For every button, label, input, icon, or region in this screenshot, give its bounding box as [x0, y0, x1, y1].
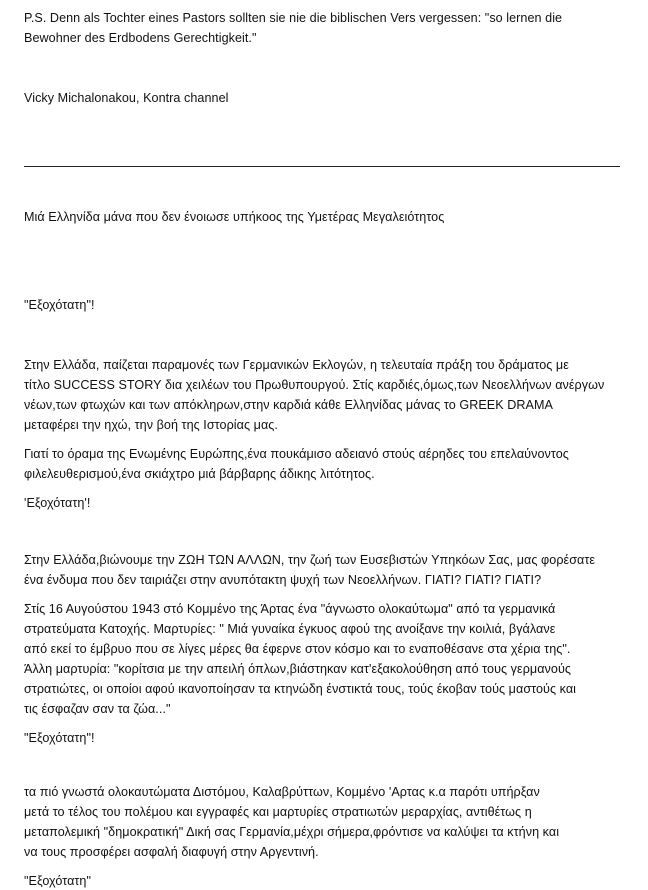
salutation: "Εξοχότατη"!	[24, 731, 95, 745]
salutation: "Εξοχότατη"	[24, 874, 92, 888]
paragraph-line: μεταφέρει την ηχώ, την βοή της Ιστορίας μας.	[24, 418, 278, 432]
paragraph-line: από εκεί το έμβρυο που σε λίγες μέρες θα έφερνε στον κόσμο και το εναποθέσανε στα χέρια της".	[24, 642, 571, 656]
postscript-line: Bewohner des Erdbodens Gerechtigkeit."	[24, 31, 257, 45]
paragraph-line: στρατιώτες, οι οποίοι αφού ικανοποίησαν τα κτηνώδη ένστικτά τους, τούς έκοβαν τούς μαστούς και	[24, 682, 577, 696]
paragraph-line: φιλελευθερισμού,ένα σκιάχτρο μιά βάρβαρης άδικης λιτότητος.	[24, 467, 375, 481]
postscript-line: P.S. Denn als Tochter eines Pastors sollten sie nie die biblischen Vers vergessen: "so lernen die	[24, 11, 563, 25]
paragraph-line: ένα ένδυμα που δεν ταιριάζει στην ανυπότακτη ψυχή των Νεοελλήνων. ΓΙΑΤΙ? ΓΙΑΤΙ? ΓΙΑΤΙ?	[24, 573, 542, 587]
paragraph-line: να τους προσφέρει ασφαλή διαφυγή στην Αργεντινή.	[24, 845, 319, 859]
salutation: "Εξοχότατη"!	[24, 298, 95, 312]
paragraph-line: στρατεύματα Κατοχής. Μαρτυρίες: " Μιά γυναίκα έγκυος αφού της ανοίξανε την κοιλιά, βγάλανε	[24, 622, 556, 636]
salutation: 'Εξοχότατη'!	[24, 496, 91, 510]
paragraph-line: νέων,των φτωχών και των απόκληρων,στην καρδιά κάθε Ελληνίδας μάνας το GREEK DRAMA	[24, 398, 553, 412]
paragraph-line: τις έσφαζαν σαν τα ζώα..."	[24, 702, 171, 716]
paragraph-line: Στίς 16 Αυγούστου 1943 στό Κομμένο της Άρτας ένα "άγνωστο ολοκαύτωμα" από τα γερμανικά	[24, 602, 556, 616]
paragraph-line: Γιατί το όραμα της Ενωμένης Ευρώπης,ένα πουκάμισο αδειανό στούς αέρηδες του επελαύνοντος	[24, 447, 569, 461]
paragraph-line: Στην Ελλάδα,βιώνουμε την ΖΩΗ ΤΩΝ ΑΛΛΩΝ, την ζωή των Ευσεβιστών Υπηκόων Σας, μας φορέσατε	[24, 553, 596, 567]
article-title: Μιά Ελληνίδα μάνα που δεν ένοιωσε υπήκοος της Υμετέρας Μεγαλειότητος	[24, 210, 445, 224]
paragraph-line: τίτλο SUCCESS STORY δια χειλέων του Πρωθυπουργού. Στίς καρδιές,όμως,των Νεοελλήνων ανέργων	[24, 378, 605, 392]
signature: Vicky Michalonakou, Kontra channel	[24, 91, 229, 105]
paragraph-line: τα πιό γνωστά ολοκαυτώματα Διστόμου, Καλαβρύττων, Κομμένο 'Αρτας κ.α παρότι υπήρξαν	[24, 785, 540, 799]
paragraph-line: μεταπολεμική "δημοκρατική" Δική σας Γερμανία,μέχρι σήμερα,φρόντισε να καλύψει τα κτήνη και	[24, 825, 560, 839]
paragraph-line: Στην Ελλάδα, παίζεται παραμονές των Γερμανικών Εκλογών, η τελευταία πράξη του δράματος με	[24, 358, 569, 372]
paragraph-line: μετά το τέλος του πολέμου και εγγραφές και μαρτυρίες στρατιωτών μεραρχίας, αντιθέτως η	[24, 805, 532, 819]
divider	[24, 166, 620, 167]
paragraph-line: Άλλη μαρτυρία: "κορίτσια με την απειλή όπλων,βιάστηκαν κατ'εξακολούθηση από τους γερμανούς	[24, 662, 572, 676]
